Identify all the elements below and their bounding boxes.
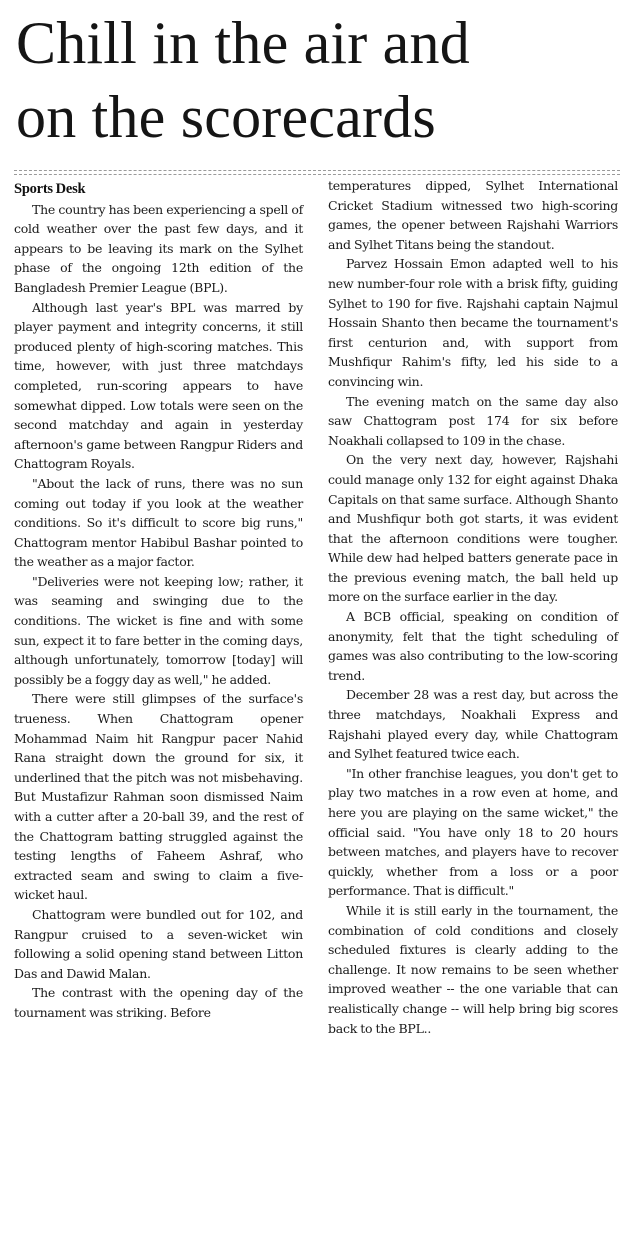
headline-line-1: Chill in the air and — [16, 10, 470, 76]
paragraph: The contrast with the opening day of the tournament was striking. Before — [14, 985, 303, 1020]
headline-line-2: on the scorecards — [16, 84, 436, 150]
paragraph: While it is still early in the tournament, the combination of cold conditions and closely scheduled fixtures is clearly adding to the challenge. It now remains to be seen whether improved weather -- the one variable that can realistically change -- will help bring big scores back to the BPL.. — [328, 902, 618, 1036]
byline: Sports Desk — [14, 181, 86, 197]
paragraph: The country has been experiencing a spell of cold weather over the past few days, and it appears to be leaving its mark on the Sylhet phase of the ongoing 12th edition of the Bangladesh Premier League (BPL). — [14, 201, 303, 295]
headline-divider-top — [14, 170, 620, 171]
paragraph: "In other franchise leagues, you don't get to play two matches in a row even at home, and here you are playing on the same wicket," the official said. "You have only 18 to 20 hours between matches, and players have to recover quickly, whether from a loss or a poor performance. That is difficult." — [328, 765, 618, 899]
article-column-right — [328, 176, 618, 1038]
paragraph: On the very next day, however, Rajshahi could manage only 132 for eight against Dhaka Capitals on that same surface. Although Shanto and Mushfiqur both got starts, it was evident that the afternoon conditions were tougher. While dew had helped batters generate pace in the previous evening match, the ball held up more on the surface earlier in the day. — [328, 452, 618, 605]
paragraph: Parvez Hossain Emon adapted well to his new number-four role with a brisk fifty, guiding Sylhet to 190 for five. Rajshahi captain Najmul Hossain Shanto then became the tournament's first centurion and, with support from Mushfiqur Rahim's fifty, led his side to a convincing win. — [328, 256, 618, 389]
paragraph: Although last year's BPL was marred by player payment and integrity concerns, it still produced plenty of high-scoring matches. This time, however, with just three matchdays completed, run-scoring appears to have somewhat dipped. Low totals were seen on the second matchday and again in yesterday afternoon's game between Rangpur Riders and Chattogram Royals. — [14, 299, 303, 472]
paragraph: The evening match on the same day also saw Chattogram post 174 for six before Noakhali collapsed to 109 in the chase. — [328, 393, 618, 448]
article-column-left — [14, 176, 303, 1023]
paragraph-continuation: temperatures dipped, Sylhet International Cricket Stadium witnessed two high-scoring games, the opener between Rajshahi Warriors and Sylhet Titans being the standout. — [328, 178, 618, 252]
paragraph: December 28 was a rest day, but across the three matchdays, Noakhali Express and Rajshahi played every day, while Chattogram and Sylhet featured twice each. — [328, 687, 618, 762]
paragraph: Chattogram were bundled out for 102, and Rangpur cruised to a seven-wicket win following a solid opening stand between Litton Das and Dawid Malan. — [14, 906, 303, 981]
article-headline — [16, 6, 621, 154]
paragraph: A BCB official, speaking on condition of anonymity, felt that the tight scheduling of games was also contributing to the low-scoring trend. — [328, 609, 618, 683]
headline-divider-bottom — [14, 174, 620, 175]
paragraph: "About the lack of runs, there was no sun coming out today if you look at the weather conditions. So it's difficult to score big runs," Chattogram mentor Habibul Bashar pointed to the weather as a major factor. — [14, 475, 303, 570]
paragraph: There were still glimpses of the surface's trueness. When Chattogram opener Mohammad Naim hit Rangpur pacer Nahid Rana straight down the ground for six, it underlined that the pitch was not misbehaving. But Mustafizur Rahman soon dismissed Naim with a cutter after a 20-ball 39, and the rest of the Chattogram batting struggled against the testing lengths of Faheem Ashraf, who extracted seam and swing to claim a five-wicket haul. — [14, 691, 303, 903]
paragraph: "Deliveries were not keeping low; rather, it was seaming and swinging due to the conditions. The wicket is fine and with some sun, expect it to fare better in the coming days, although unfortunately, tomorrow [today] will possibly be a foggy day as well," he added. — [14, 573, 303, 687]
